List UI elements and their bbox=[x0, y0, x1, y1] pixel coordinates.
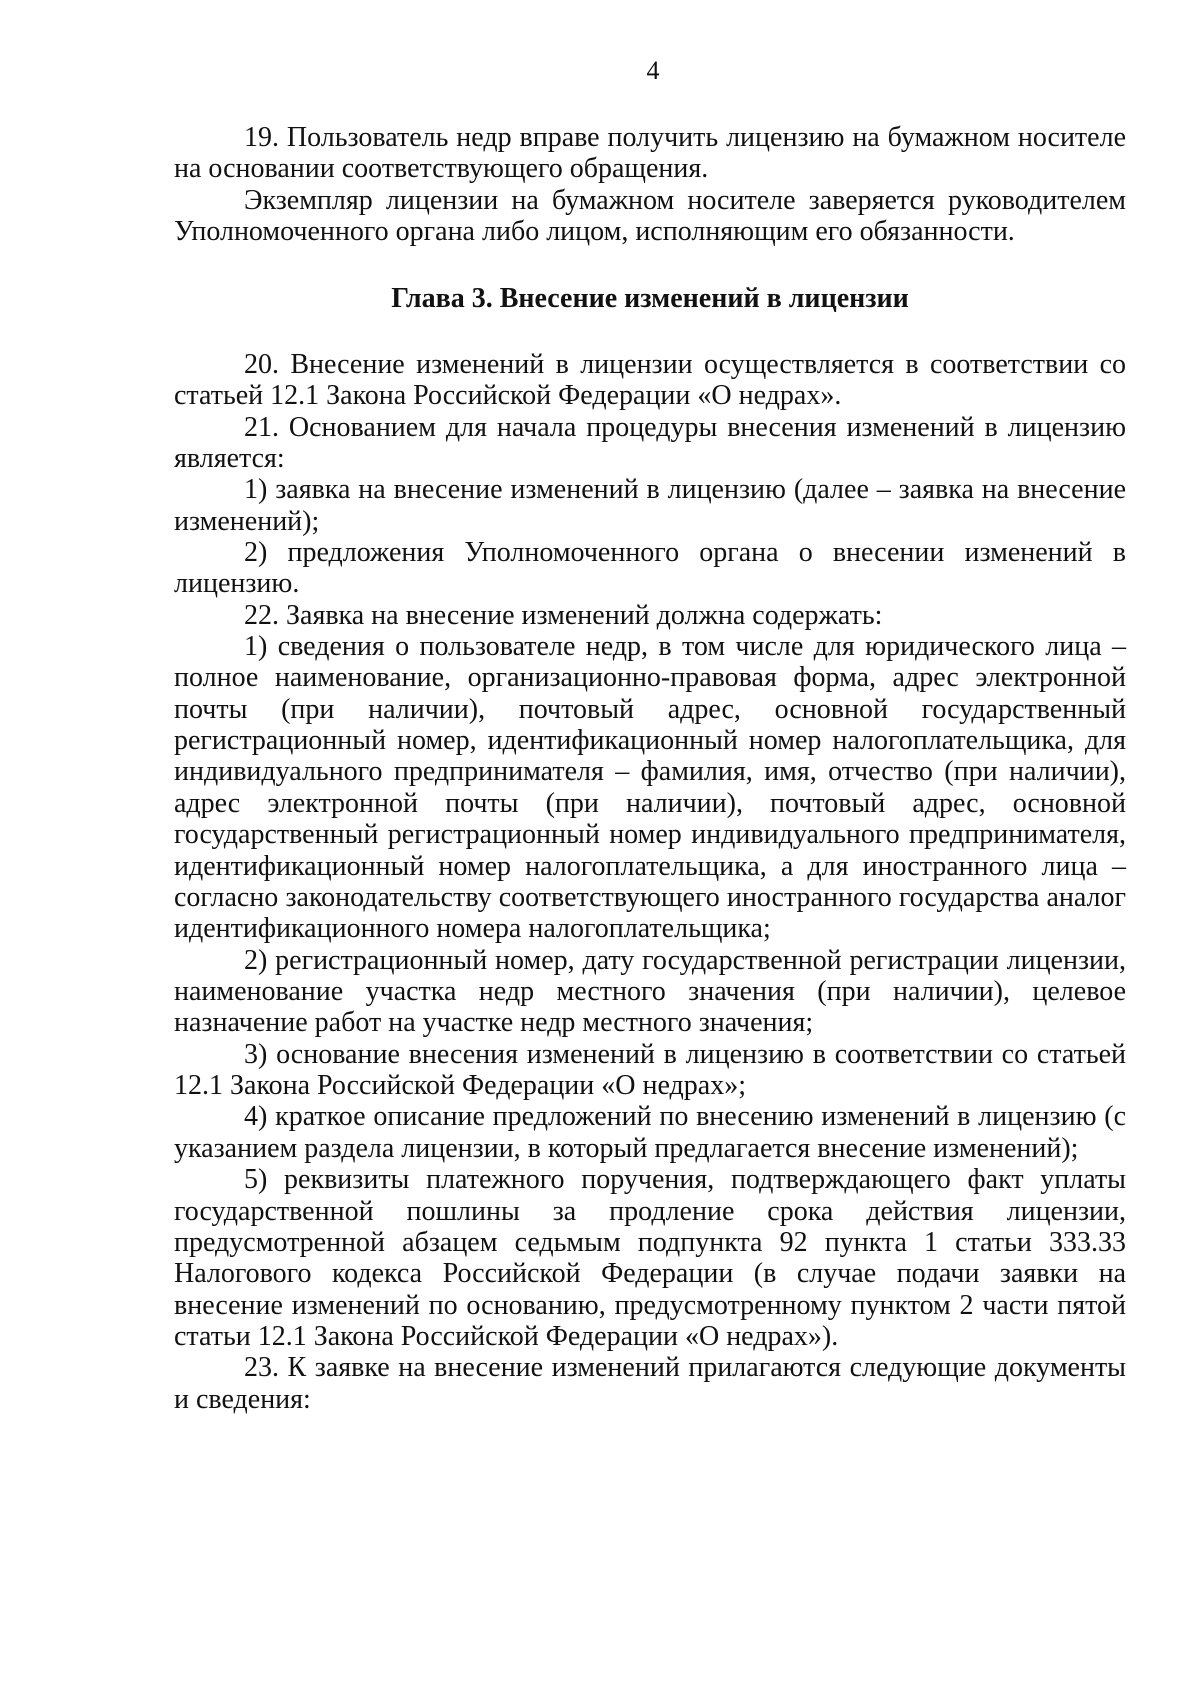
page-number: 4 bbox=[646, 56, 660, 85]
document-body bbox=[174, 122, 1126, 1415]
paragraph-19: 19. Пользователь недр вправе получить лицензию на бумажном носителе на основании соответствующего обращения. bbox=[174, 122, 1126, 185]
paragraph-20: 20. Внесение изменений в лицензии осуществляется в соответствии со статьей 12.1 Закона Российской Федерации «О недрах». bbox=[174, 348, 1126, 412]
paragraph-21-item-1: 1) заявка на внесение изменений в лицензию (далее – заявка на внесение изменений); bbox=[174, 474, 1126, 537]
paragraph-22-item-4: 4) краткое описание предложений по внесению изменений в лицензию (с указанием раздела лицензии, в который предлагается внесение изменений); bbox=[174, 1101, 1126, 1164]
paragraph-22-item-5: 5) реквизиты платежного поручения, подтверждающего факт уплаты государственной пошлины за продление срока действия лицензии, предусмотренной абзацем седьмым подпункта 92 пункта 1 статьи 333.33 Налогового кодекса Российской Федерации (в случае подачи заявки на внесение изменений по основанию, предусмотренному пунктом 2 части пятой статьи 12.1 Закона Российской Федерации «О недрах»). bbox=[174, 1164, 1126, 1352]
paragraph-19-copy-certification: Экземпляр лицензии на бумажном носителе заверяется руководителем Уполномоченного органа либо лицом, исполняющим его обязанности. bbox=[174, 184, 1126, 248]
paragraph-21-item-2: 2) предложения Уполномоченного органа о внесении изменений в лицензию. bbox=[174, 536, 1126, 600]
chapter-3-heading: Глава 3. Внесение изменений в лицензии bbox=[391, 283, 909, 315]
paragraph-21: 21. Основанием для начала процедуры внесения изменений в лицензию является: bbox=[174, 411, 1126, 474]
paragraph-22-item-3: 3) основание внесения изменений в лицензию в соответствии со статьей 12.1 Закона Российской Федерации «О недрах»; bbox=[174, 1038, 1126, 1102]
paragraph-22-item-1: 1) сведения о пользователе недр, в том числе для юридического лица – полное наименование, организационно-правовая форма, адрес электронной почты (при наличии), почтовый адрес, основной государственный регистрационный номер, идентификационный номер налогоплательщика, для индивидуального предпринимателя – фамилия, имя, отчество (при наличии), адрес электронной почты (при наличии), почтовый адрес, основной государственный регистрационный номер индивидуального предпринимателя, идентификационный номер налогоплательщика, а для иностранного лица – согласно законодательству соответствующего иностранного государства аналог идентификационного номера налогоплательщика; bbox=[174, 631, 1126, 945]
paragraph-22: 22. Заявка на внесение изменений должна содержать: bbox=[244, 599, 883, 631]
paragraph-22-item-2: 2) регистрационный номер, дату государственной регистрации лицензии, наименование участка недр местного значения (при наличии), целевое назначение работ на участке недр местного значения; bbox=[174, 944, 1126, 1039]
paragraph-23: 23. К заявке на внесение изменений прилагаются следующие документы и сведения: bbox=[174, 1352, 1126, 1415]
